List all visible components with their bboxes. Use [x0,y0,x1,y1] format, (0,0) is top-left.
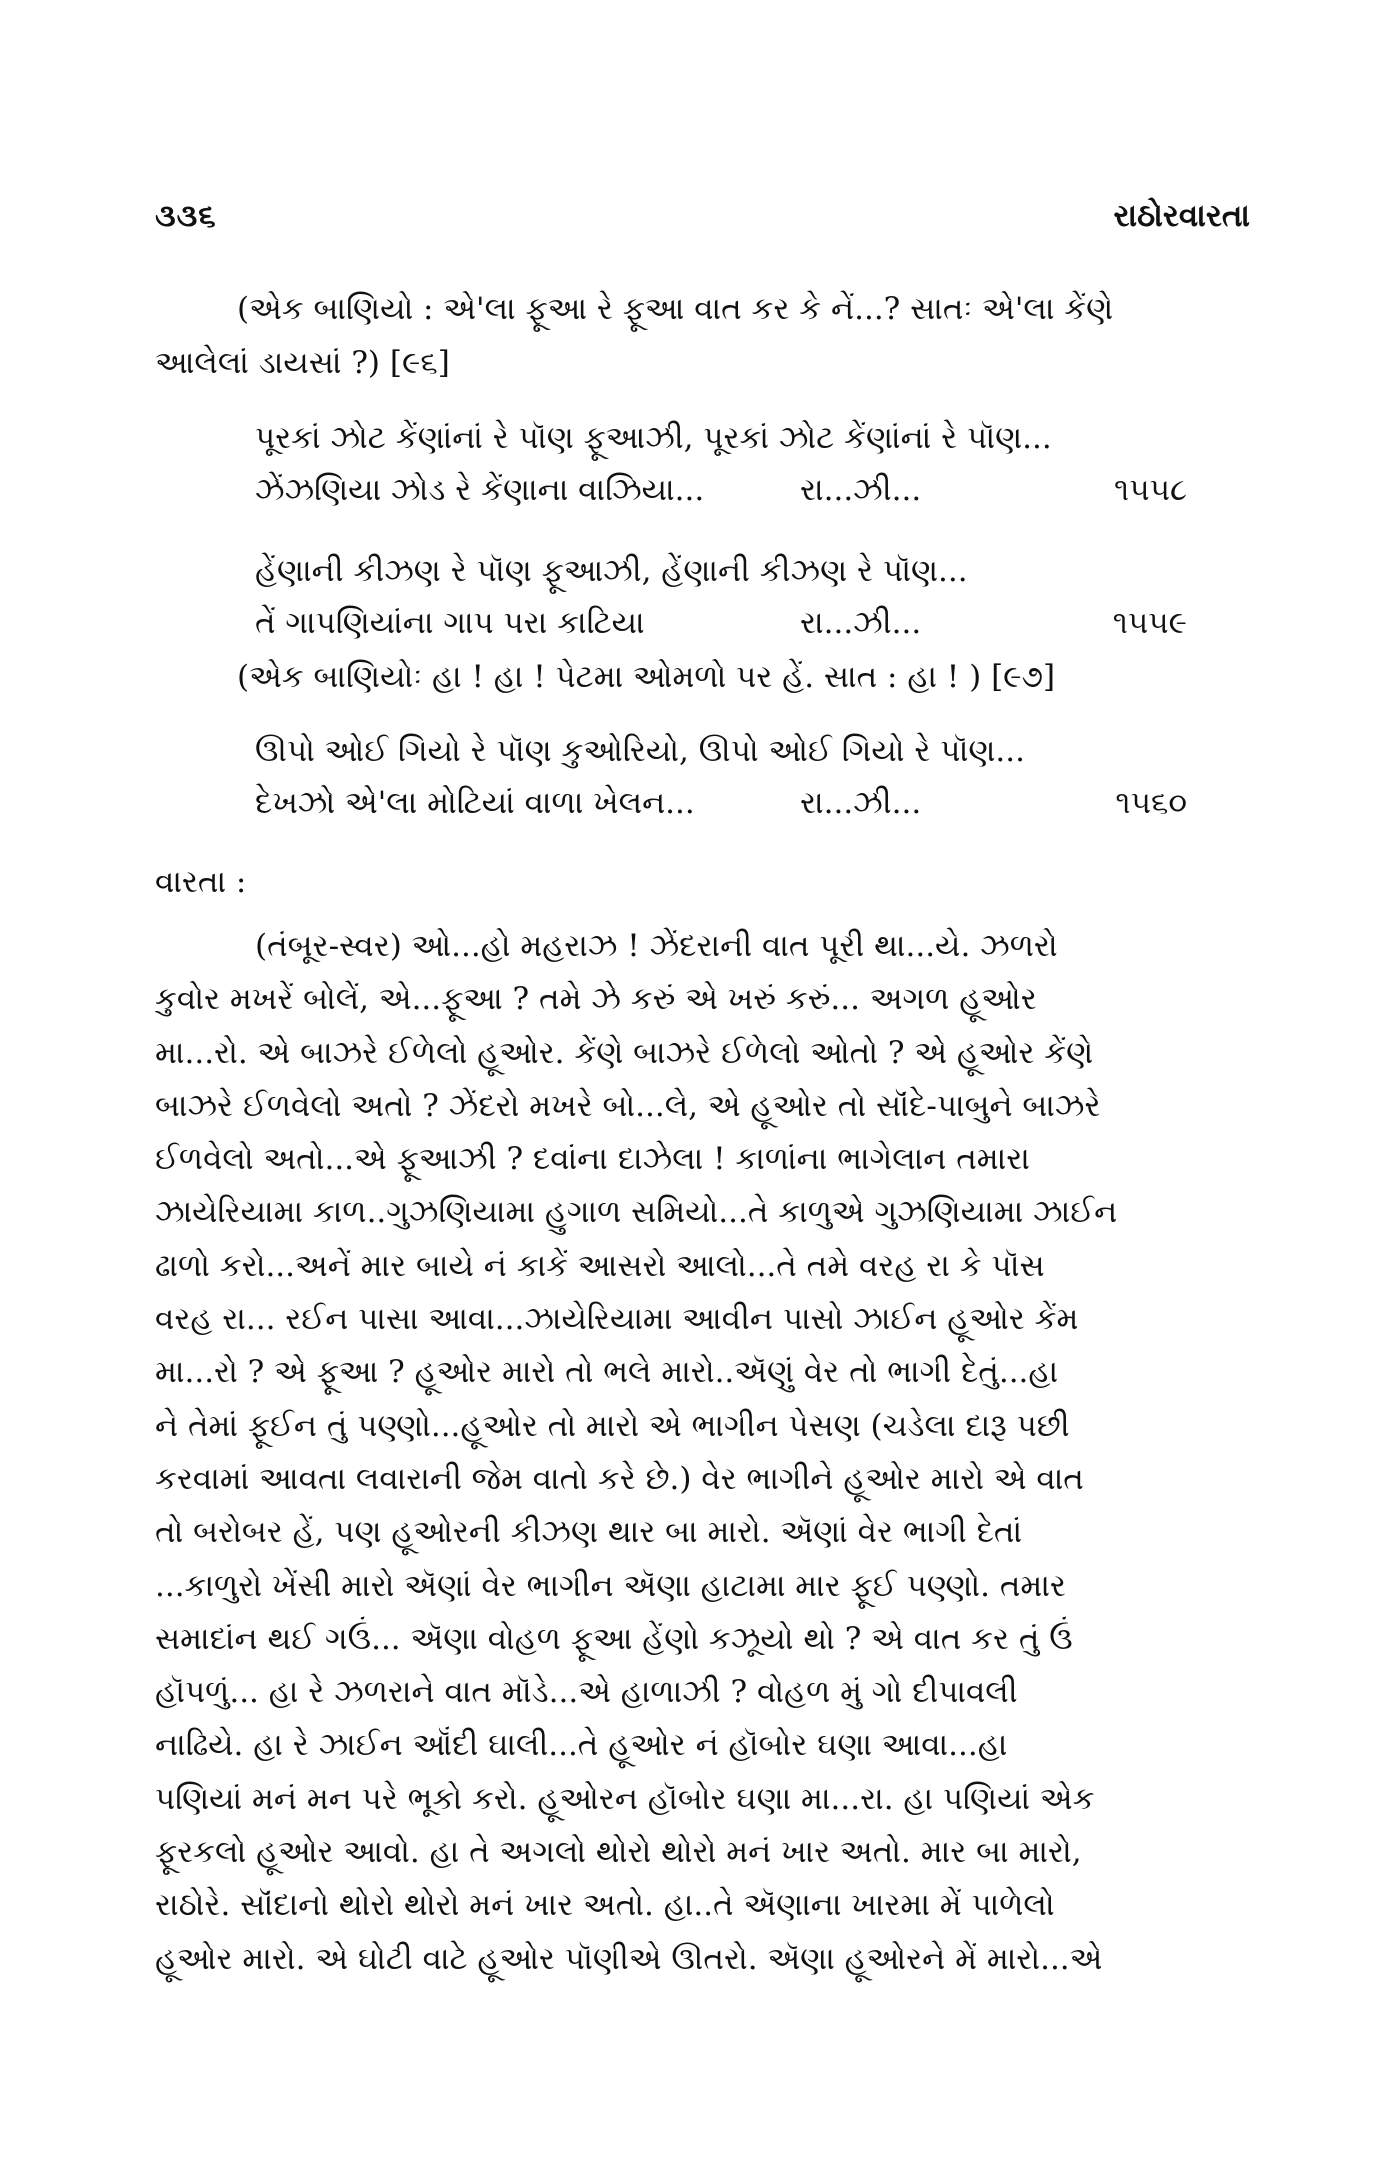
prose-line: કુવોર મખરેં બોલેં, એ...ફૂઆ ? તમે ઝે કરું એ ખરું કરું... અગળ હૂઓર [155,981,1037,1018]
prose-line: ઢાળો કરો...અનેં માર બાયે નં કાકેં આસરો આલો...તે તમે વરહ રા કે પૉસ [155,1247,1045,1284]
prose-line: ઝાયેરિયામા કાળ..ગુઝણિયામા હુગાળ સમિયો...તે કાળુએ ગુઝણિયામા ઝાઈન [155,1194,1118,1231]
interjection-1-line-1: (એક બાણિયો : એ'લા ફૂઆ રે ફૂઆ વાત કર કે નેં...? સાતઃ એ'લા કેંણે [237,291,1114,327]
prose-line: બાઝરે ઈળવેલો અતો ? ઝેંદરો મખરે બો...લે, એ હૂઓર તો સૉંદે-પાબુને બાઝરે [155,1087,1101,1124]
verse-text: ઊપો ઓઈ ગિયો રે પૉણ કુઓરિયો, ઊપો ઓઈ ગિયો રે પૉણ... [255,733,1025,769]
section-label: વારતા : [155,864,247,900]
page-number: ૩૩૬ [155,198,217,234]
verse-text: હેંણાની કીઝણ રે પૉણ ફૂઆઝી, હેંણાની કીઝણ રે પૉણ... [255,553,968,589]
prose-line: મા...રો. એ બાઝરે ઈળેલો હૂઓર. કેંણે બાઝરે ઈળેલો ઓતો ? એ હૂઓર કેંણે [155,1034,1094,1071]
verse-1558 [255,412,1255,516]
verse-number: ૧૫૫૯ [1112,605,1187,641]
verse-1559 [255,545,1255,649]
prose-line: પણિયાં મનં મન પરે ભૂકો કરો. હૂઓરન હૉબોર ઘણા મા...રા. હા પણિયાં એક [155,1780,1095,1817]
prose-line: હૂઓર મારો. એ ઘોટી વાટે હૂઓર પૉણીએ ઊતરો. ઍણા હૂઓરને મેં મારો...એ [155,1940,1103,1977]
verse-text: દેખઝો એ'લા મોટિયાં વાળા ખેલન... [255,785,695,821]
verse-1560 [255,725,1255,829]
prose-line: મા...રો ? એ ફૂઆ ? હૂઓર મારો તો ભલે મારો..ઍણું વેર તો ભાગી દેતું...હા [155,1354,1059,1391]
prose-line: વરહ રા... રઈન પાસા આવા...ઝાયેરિયામા આવીન પાસો ઝાઈન હૂઓર કેંમ [155,1301,1079,1338]
verse-number: ૧૫૬૦ [1115,785,1187,821]
verse-line [255,777,1255,829]
interjection-2-line: (એક બાણિયોઃ હા ! હા ! પેટમા ઓમળો પર હેં. સાત : હા ! ) [૯૭] [237,659,1056,695]
verse-text: ઝેંઝણિયા ઝોડ રે કેંણાના વાઝિયા... [255,472,705,508]
prose-line: કરવામાં આવતા લવારાની જેમ વાતો કરે છે.) વેર ભાગીને હૂઓર મારો એ વાત [155,1460,1084,1497]
prose-line: સમાદાંન થઈ ગઉં... ઍણા વોહળ ફૂઆ હેંણો કઝૂયો થો ? એ વાત કર તું ઉં [155,1620,1073,1657]
verse-refrain: રા...ઝી... [800,472,922,508]
prose-line: ફૂરકલો હૂઓર આવો. હા તે અગલો થોરો થોરો મનં ખાર અતો. માર બા મારો, [155,1834,1082,1871]
verse-line [255,412,1255,464]
interjection-paragraph-1 [155,282,1235,390]
prose-line: ને તેમાં ફૂઈન તું પણ્ણો...હૂઓર તો મારો એ ભાગીન પેસણ (ચડેલા દારૂ પછી [155,1407,1070,1444]
verse-number: ૧૫૫૮ [1114,472,1187,508]
verse-line [255,725,1255,777]
verse-refrain: રા...ઝી... [800,605,922,641]
prose-line: ...કાળુરો ખેંસી મારો ઍણાં વેર ભાગીન ઍણા હાટામા માર ફૂઈ પણ્ણો. તમાર [155,1567,1066,1604]
interjection-paragraph-2 [155,650,1235,704]
prose-line: નાઢિયે. હા રે ઝાઈન ઑંદી ઘાલી...તે હૂઓર નં હૉબોર ઘણા આવા...હા [155,1727,1008,1764]
prose-line: (તંબૂર-સ્વર) ઓ...હો મહરાઝ ! ઝેંદરાની વાત પૂરી થા...યે. ઝળરો [255,928,1058,964]
running-head: રાઠોરવારતા [1113,198,1250,234]
verse-line [255,597,1255,649]
prose-line: ઈળવેલો અતો...એ ફૂઆઝી ? દવાંના દાઝેલા ! કાળાંના ભાગેલાન તમારા [155,1141,1030,1178]
prose-line: તો બરોબર હેં, પણ હૂઓરની કીઝણ થાર બા મારો. ઍણાં વેર ભાગી દેતાં [155,1514,1023,1551]
interjection-1-line-2: આલેલાં ડાયસાં ?) [૯૬] [155,345,450,381]
prose-line: રાઠોરે. સૉંદાનો થોરો થોરો મનં ખાર અતો. હા..તે ઍણાના ખારમા મેં પાળેલો [155,1887,1055,1924]
verse-refrain: રા...ઝી... [800,785,922,821]
prose-paragraph [155,920,1240,1986]
verse-text: પૂરકાં ઝોટ કેંણાંનાં રે પૉણ ફૂઆઝી, પૂરકાં ઝોટ કેંણાંનાં રે પૉણ... [255,420,1052,456]
verse-line [255,545,1255,597]
verse-line [255,464,1255,516]
prose-line: હૉપળું... હા રે ઝળરાને વાત મૉડે...એ હાળાઝી ? વોહળ મું ગો દીપાવલી [155,1674,1018,1711]
verse-text: તેં ગાપણિયાંના ગાપ પરા કાટિયા [255,605,645,641]
